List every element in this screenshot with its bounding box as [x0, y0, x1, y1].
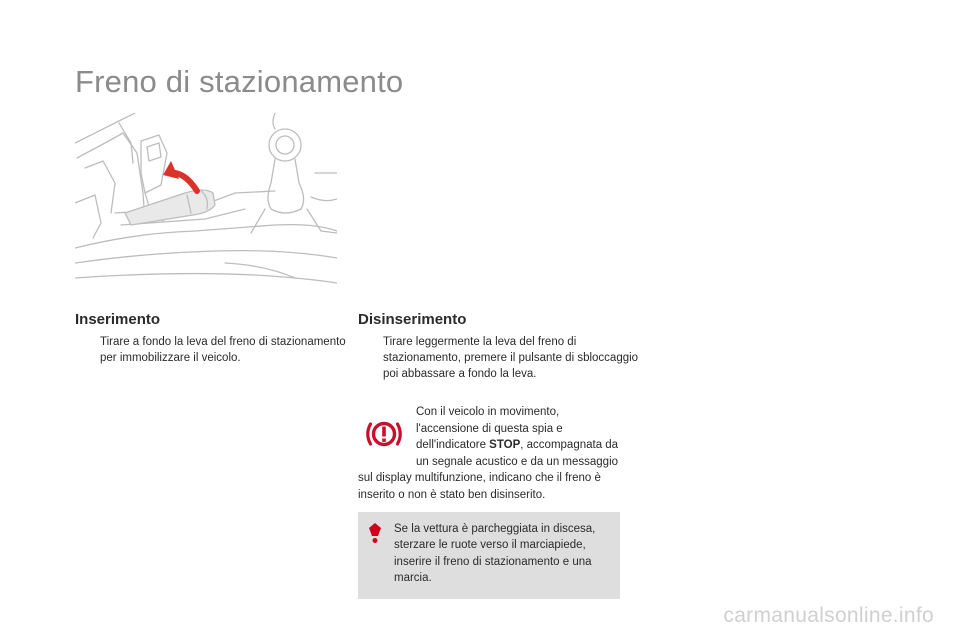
page-title: Freno di stazionamento	[75, 64, 404, 99]
inserimento-instruction	[75, 334, 365, 366]
parking-tip-text: Se la vettura è parcheggiata in discesa, sterzare le ruote verso il marciapiede, inserire il freno di stazionamento e una marcia.	[394, 523, 596, 585]
caution-icon	[367, 522, 383, 544]
inserimento-text: Tirare a fondo la leva del freno di stazionamento per immobilizzare il veicolo.	[100, 336, 346, 365]
inserimento-heading: Inserimento	[75, 311, 161, 328]
brake-warning-icon	[362, 412, 406, 456]
disinserimento-text: Tirare leggermente la leva del freno di stazionamento, premere il pulsante di sbloccaggio poi abbassare a fondo la leva.	[383, 336, 639, 381]
pull-arrow-icon	[175, 173, 197, 191]
warning-text-before: Con il veicolo in movimento, l'accensione di questa spia e dell'indicatore	[416, 406, 563, 452]
stop-indicator-label: STOP	[489, 439, 521, 452]
watermark: carmanualsonline.info	[723, 604, 934, 627]
parking-tip-box	[358, 512, 620, 599]
handbrake-illustration	[75, 113, 337, 291]
warning-lamp-note	[358, 404, 620, 504]
disinserimento-instruction	[358, 334, 645, 383]
disinserimento-heading: Disinserimento	[358, 311, 467, 328]
warning-text-after: , accompagnata da un segnale acustico e da un messaggio sul display multifunzione, indicano che il freno è inserito o non è stato ben disinserito.	[358, 439, 619, 501]
